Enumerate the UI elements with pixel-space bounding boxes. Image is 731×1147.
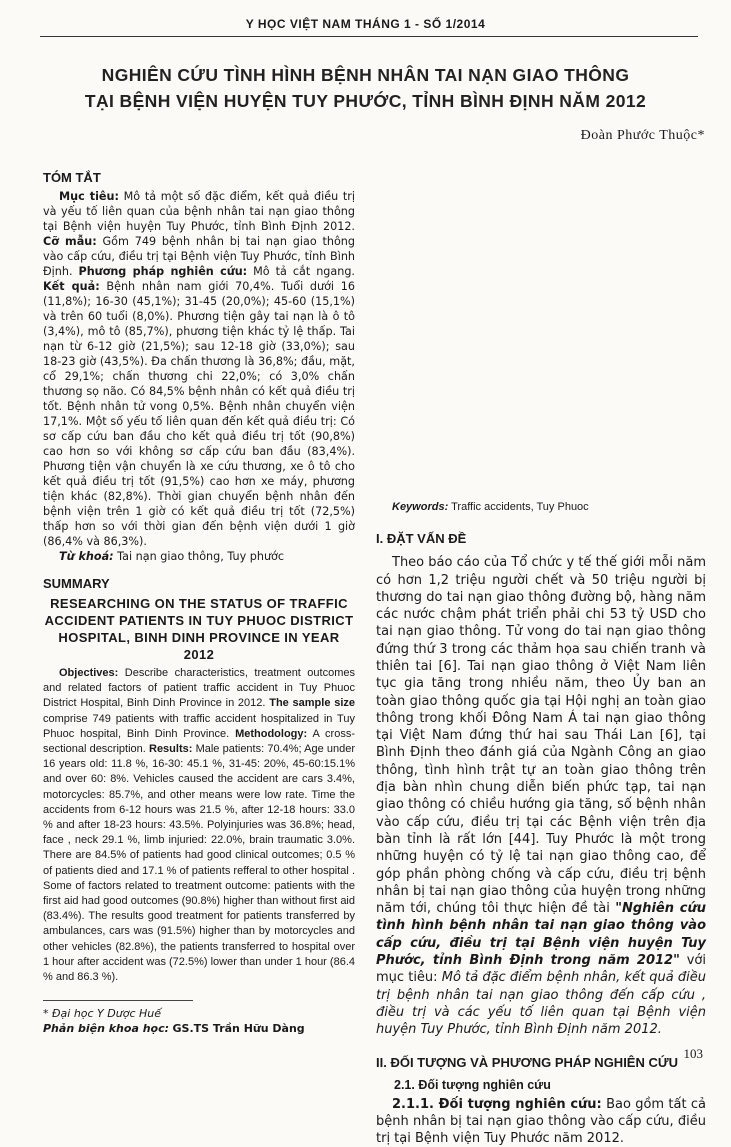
- objectives-text: Describe characteristics, treatment outcomes and related factors of patient traffic accident in Tuy Phuoc District Hospital, Binh Dinh Province in 2012.: [43, 667, 355, 710]
- section-1-text-a: Theo báo cáo của Tổ chức y tế thế giới mỗi năm có hơn 1,2 triệu người chết và 50 triệu người bị thương do tai nạn giao thông đường bộ, hàng năm các nước chậm phát triển phải chi 53 tỷ USD cho tai nạn giao thông. Tử vong do tai nạn giao thông đứng thứ 3 trong các thảm họa sau chiến tranh và thiên tai [6]. Tai nạn giao thông ở Việt Nam liên tục gia tăng trong nhiều năm, theo Ủy ban an toàn giao thông quốc gia tại Hội nghị an toàn giao thông trong khối Đông Nam Á tai nạn giao thông tại Việt Nam đứng thứ hai sau Thái Lan [6], tại Bình Định theo đánh giá của Ngành Công an giao thông, tình hình trật tự an toàn giao thông trên địa bàn nhìn chung diễn biến phức tạp, tai nạn giao thông có chiều hướng gia tăng, số bệnh nhân vào cấp cứu, điều trị tại các Bệnh viện trên địa bàn tỉnh là rất lớn [44]. Tuy Phước là một trong những huyện có tỷ lệ tai nạn giao thông cao, để góp phần phòng chống và cấp cứu, điều trị bệnh nhân bị tai nạn giao thông của huyện trong những năm tới, chúng tôi thực hiện đề tài: [376, 555, 706, 917]
- keywords-en-label: Keywords:: [392, 501, 449, 513]
- results-en-label: Results:: [149, 743, 193, 756]
- results-text: Bệnh nhân nam giới 70,4%. Tuổi dưới 16 (11,8%); 16-30 (45,1%); 31-45 (20,0%); 45-60 (15,1%) và trên 60 tuổi (8,0%). Phương tiện gây tai nạn là ô tô (3,4%), mô tô (85,7%), phương tiện khác tỷ lệ thấp. Tai nạn từ 6-12 giờ (21,5%); sau 12-18 giờ (33,0%); sau 18-23 giờ (43,5%). Đa chấn thương là 36,8%; đầu, mặt, cổ 29,1%; chấn thương chi 22,0%; có 3,0% chấn thương sọ não. Có 84,5% bệnh nhân có kết quả điều trị tốt. Bệnh nhân tử vong 0,5%. Bệnh nhân chuyển viện 17,1%. Một số yếu tố liên quan đến kết quả điều trị: Có sơ cấp cứu ban đầu cho kết quả điều trị tốt (90,8%) cao hơn so với không sơ cấp cứu ban đầu (83,4%). Phương tiện vận chuyển là xe cứu thương, xe ô tô cho kết quả điều trị tốt (91,5%) cao hơn xe máy, phương tiện khác (82,8%). Thời gian chuyển bệnh nhân đến bệnh viện trên 1 giờ có kết quả điều trị tốt (72,5%) thấp hơn so với thời gian đến bệnh viện dưới 1 giờ (86,4% và 86,3%).: [43, 280, 356, 548]
- reviewer-label: Phản biện khoa học:: [43, 1022, 170, 1035]
- footnote-divider: [43, 1000, 193, 1001]
- keywords-vi-text: Tai nạn giao thông, Tuy phước: [117, 550, 285, 563]
- right-column: [376, 170, 706, 1147]
- sample-label: Cỡ mẫu:: [43, 235, 97, 248]
- keywords-en-text: Traffic accidents, Tuy Phuoc: [451, 501, 589, 513]
- results-en-text: Male patients: 70.4%; Age under 16 years old: 11.8 %, 16-30: 45.1 %, 31-45: 20%, 45-60:15.1% and over 60: 8%. Vehicles caused the accident are cars 3.4%, motorcycles: 85.7%, and other means were low rate. Time the accidents from 6-12 hours was 21.5 %, after 12-18 hours: 33.0 % and after 18-23 hours: 43.5%. Polyinjuries was 36.8%; head, face , neck 29.1 %, limb injuried: 22.0%, brain traumatic 3.0%. There are 84.5% of patients had good clinical outcomes; 0.5 % of patients died and 17.1 % of patients refferal to other hospital . Some of factors related to treatment outcome: patients with the first aid had good outcomes (90.8%) higher than without first aid (83.4%). The results good treatment for patients transferred by ambulances, cars was (91.5%) higher than by motorcycles and other vehicles (82.8%), the patients transferred to hospital over 1 hour after accident was (72.5%) lower than under 1 hour (86.4 % and 86.3 %).: [43, 743, 355, 984]
- method-label: Phương pháp nghiên cứu:: [78, 265, 248, 278]
- summary-body: [43, 666, 355, 985]
- subsection-2-1: 2.1. Đối tượng nghiên cứu: [394, 1077, 551, 1092]
- section-1-topic: "Nghiên cứu tình hình bệnh nhân tai nạn giao thông vào cấp cứu, điều trị tại Bệnh viện huyện Tuy Phước, tỉnh Bình Định trong năm 2012": [376, 901, 707, 969]
- left-column: [43, 170, 355, 985]
- page-number: 103: [683, 1046, 703, 1061]
- header-divider: [40, 36, 698, 37]
- article-title: [20, 62, 711, 114]
- keywords-vi-label: Từ khoá:: [59, 550, 114, 563]
- summary-title: RESEARCHING ON THE STATUS OF TRAFFIC ACCIDENT PATIENTS IN TUY PHUOC DISTRICT HOSPITAL, BINH DINH PROVINCE IN YEAR 2012: [44, 596, 354, 662]
- section-1-objective: Mô tả đặc điểm bệnh nhân, kết quả điều trị bệnh nhân tai nạn giao thông đến cấp cứu , điều trị và các yếu tố liên quan tại Bệnh viện huyện Tuy Phước, tỉnh Bình Định năm 2012.: [376, 970, 706, 1038]
- objective-text: Mô tả một số đặc điểm, kết quả điều trị và yếu tố liên quan của bệnh nhân tai nạn giao thông tại Bệnh viện huyện Tuy Phước, tỉnh Bình Định 2012.: [43, 190, 355, 233]
- sample-size-text: comprise 749 patients with traffic accident hospitalized in Tuy Phuoc hospital, Binh Dinh Province.: [43, 712, 355, 740]
- section-2-heading: II. ĐỐI TƯỢNG VÀ PHƯƠNG PHÁP NGHIÊN CỨU: [376, 1054, 679, 1070]
- objective-label: Mục tiêu:: [59, 190, 119, 203]
- affiliation: * Đại học Y Dược Huế: [43, 1007, 162, 1020]
- title-line-2: TẠI BỆNH VIỆN HUYỆN TUY PHƯỚC, TỈNH BÌNH ĐỊNH NĂM 2012: [84, 91, 647, 111]
- subsection-2-1-1: [376, 1096, 706, 1147]
- summary-heading: SUMMARY: [43, 576, 110, 591]
- keywords-en: [376, 500, 706, 515]
- sample-size-label: The sample size: [269, 697, 356, 710]
- keywords-vi: [43, 549, 355, 564]
- method-text: Mô tả cắt ngang.: [253, 265, 355, 278]
- journal-header: Y HỌC VIỆT NAM THÁNG 1 - SỐ 1/2014: [245, 17, 486, 31]
- subsection-2-1-1-text: Bao gồm tất cả bệnh nhân bị tai nạn giao thông vào cấp cứu, điều trị tại Bệnh viện Tuy Phước năm 2012.: [376, 1096, 706, 1147]
- section-1-body: [376, 554, 706, 1038]
- abstract-vi-heading: TÓM TẮT: [43, 170, 101, 185]
- title-line-1: NGHIÊN CỨU TÌNH HÌNH BỆNH NHÂN TAI NẠN GIAO THÔNG: [101, 65, 630, 85]
- section-1-heading: I. ĐẶT VẤN ĐỀ: [376, 531, 467, 547]
- reviewer: [43, 1021, 305, 1036]
- author: Đoàn Phước Thuộc*: [580, 128, 705, 143]
- abstract-vi-body: [43, 189, 355, 549]
- subsection-2-1-1-label: 2.1.1. Đối tượng nghiên cứu:: [392, 1096, 602, 1112]
- results-label: Kết quả:: [43, 280, 100, 293]
- reviewer-name: GS.TS Trần Hữu Dàng: [172, 1022, 305, 1035]
- methodology-text: A cross-sectional description.: [43, 727, 356, 756]
- objectives-label: Objectives:: [59, 667, 119, 679]
- methodology-label: Methodology:: [235, 727, 308, 740]
- sample-text: Gồm 749 bệnh nhân bị tai nạn giao thông vào cấp cứu, điều trị tại Bệnh viện Tuy Phước, tỉnh Bình Định.: [43, 235, 356, 278]
- footnote: [43, 1006, 305, 1036]
- section-1-text-b: với mục tiêu:: [376, 953, 706, 986]
